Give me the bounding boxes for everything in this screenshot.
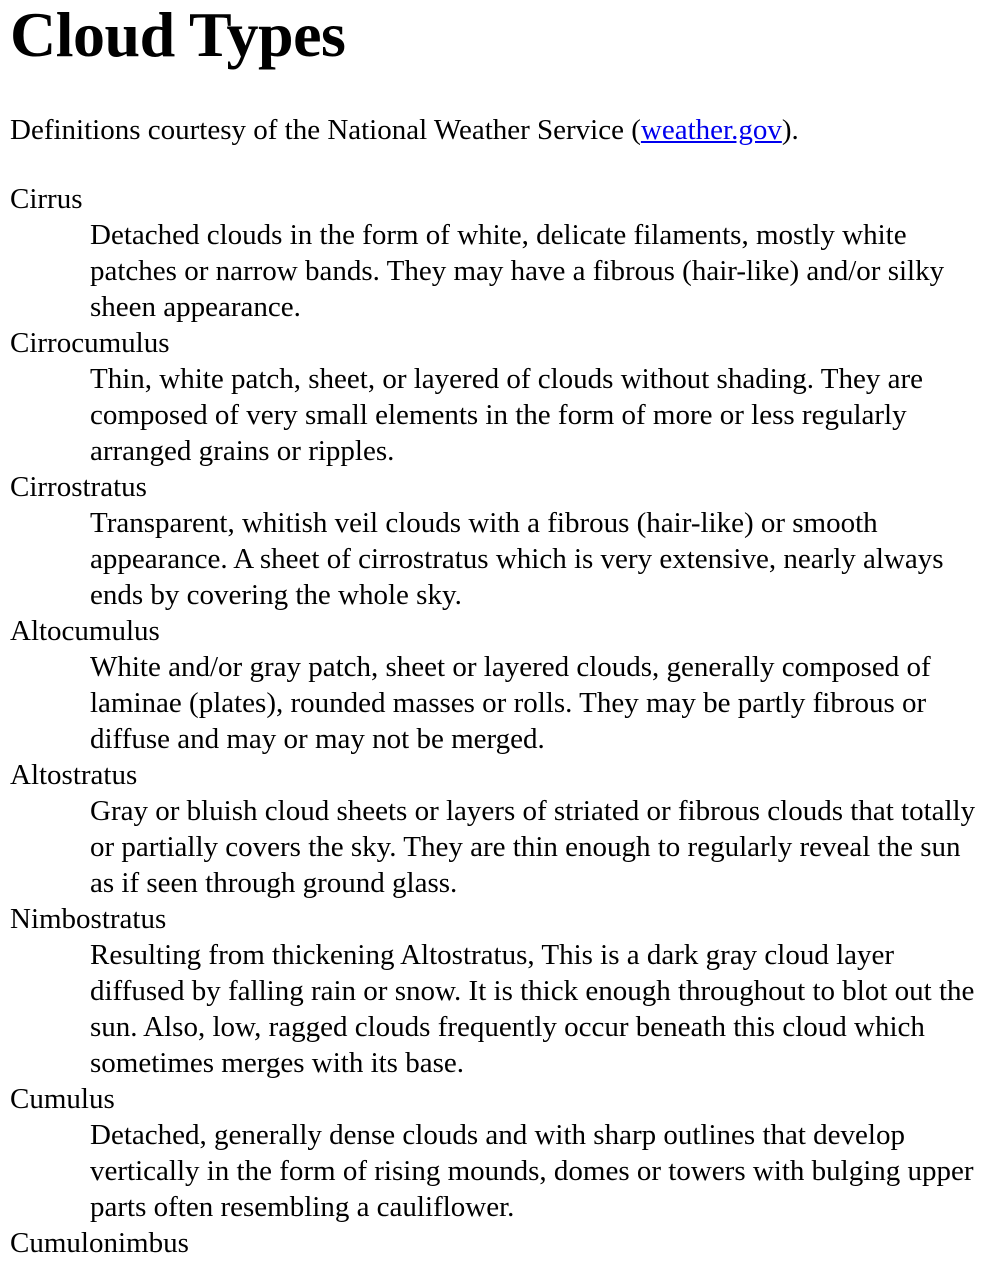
cloud-term: Cirrus xyxy=(10,183,83,215)
cloud-definition: Resulting from thickening Altostratus, This is a dark gray cloud layer diffused by falling rain or snow. It is thick enough throughout to blot out the sun. Also, low, ragged clouds frequently occur beneath this cloud which sometimes merges with its base. xyxy=(90,939,975,1079)
cloud-definition: Detached, generally dense clouds and with sharp outlines that develop vertically in the form of rising mounds, domes or towers with bulging upper parts often resembling a cauliflower. xyxy=(90,1119,974,1223)
cloud-definition-list xyxy=(10,181,976,1261)
cloud-term: Altostratus xyxy=(10,759,138,791)
page-title: Cloud Types xyxy=(10,0,346,70)
cloud-definition: White and/or gray patch, sheet or layered clouds, generally composed of laminae (plates), rounded masses or rolls. They may be partly fibrous or diffuse and may or may not be merged. xyxy=(90,651,931,755)
cloud-term: Cumulus xyxy=(10,1083,115,1115)
weather-gov-link[interactable]: weather.gov xyxy=(640,114,782,146)
cloud-term: Cirrocumulus xyxy=(10,327,170,359)
intro-paragraph xyxy=(10,112,976,148)
cloud-term: Altocumulus xyxy=(10,615,160,647)
cloud-definition: Gray or bluish cloud sheets or layers of striated or fibrous clouds that totally or partially covers the sky. They are thin enough to regularly reveal the sun as if seen through ground glass. xyxy=(90,795,976,899)
cloud-term: Nimbostratus xyxy=(10,903,167,935)
cloud-term: Cumulonimbus xyxy=(10,1227,189,1259)
cloud-definition: Thin, white patch, sheet, or layered of clouds without shading. They are composed of very small elements in the form of more or less regularly arranged grains or ripples. xyxy=(90,363,923,467)
cloud-term: Cirrostratus xyxy=(10,471,147,503)
intro-text-before: Definitions courtesy of the National Weather Service ( xyxy=(10,114,641,146)
intro-text-after: ). xyxy=(781,114,799,146)
cloud-definition: Transparent, whitish veil clouds with a fibrous (hair-like) or smooth appearance. A sheet of cirrostratus which is very extensive, nearly always ends by covering the whole sky. xyxy=(90,507,944,611)
cloud-definition: Detached clouds in the form of white, delicate filaments, mostly white patches or narrow bands. They may have a fibrous (hair-like) and/or silky sheen appearance. xyxy=(90,219,945,323)
